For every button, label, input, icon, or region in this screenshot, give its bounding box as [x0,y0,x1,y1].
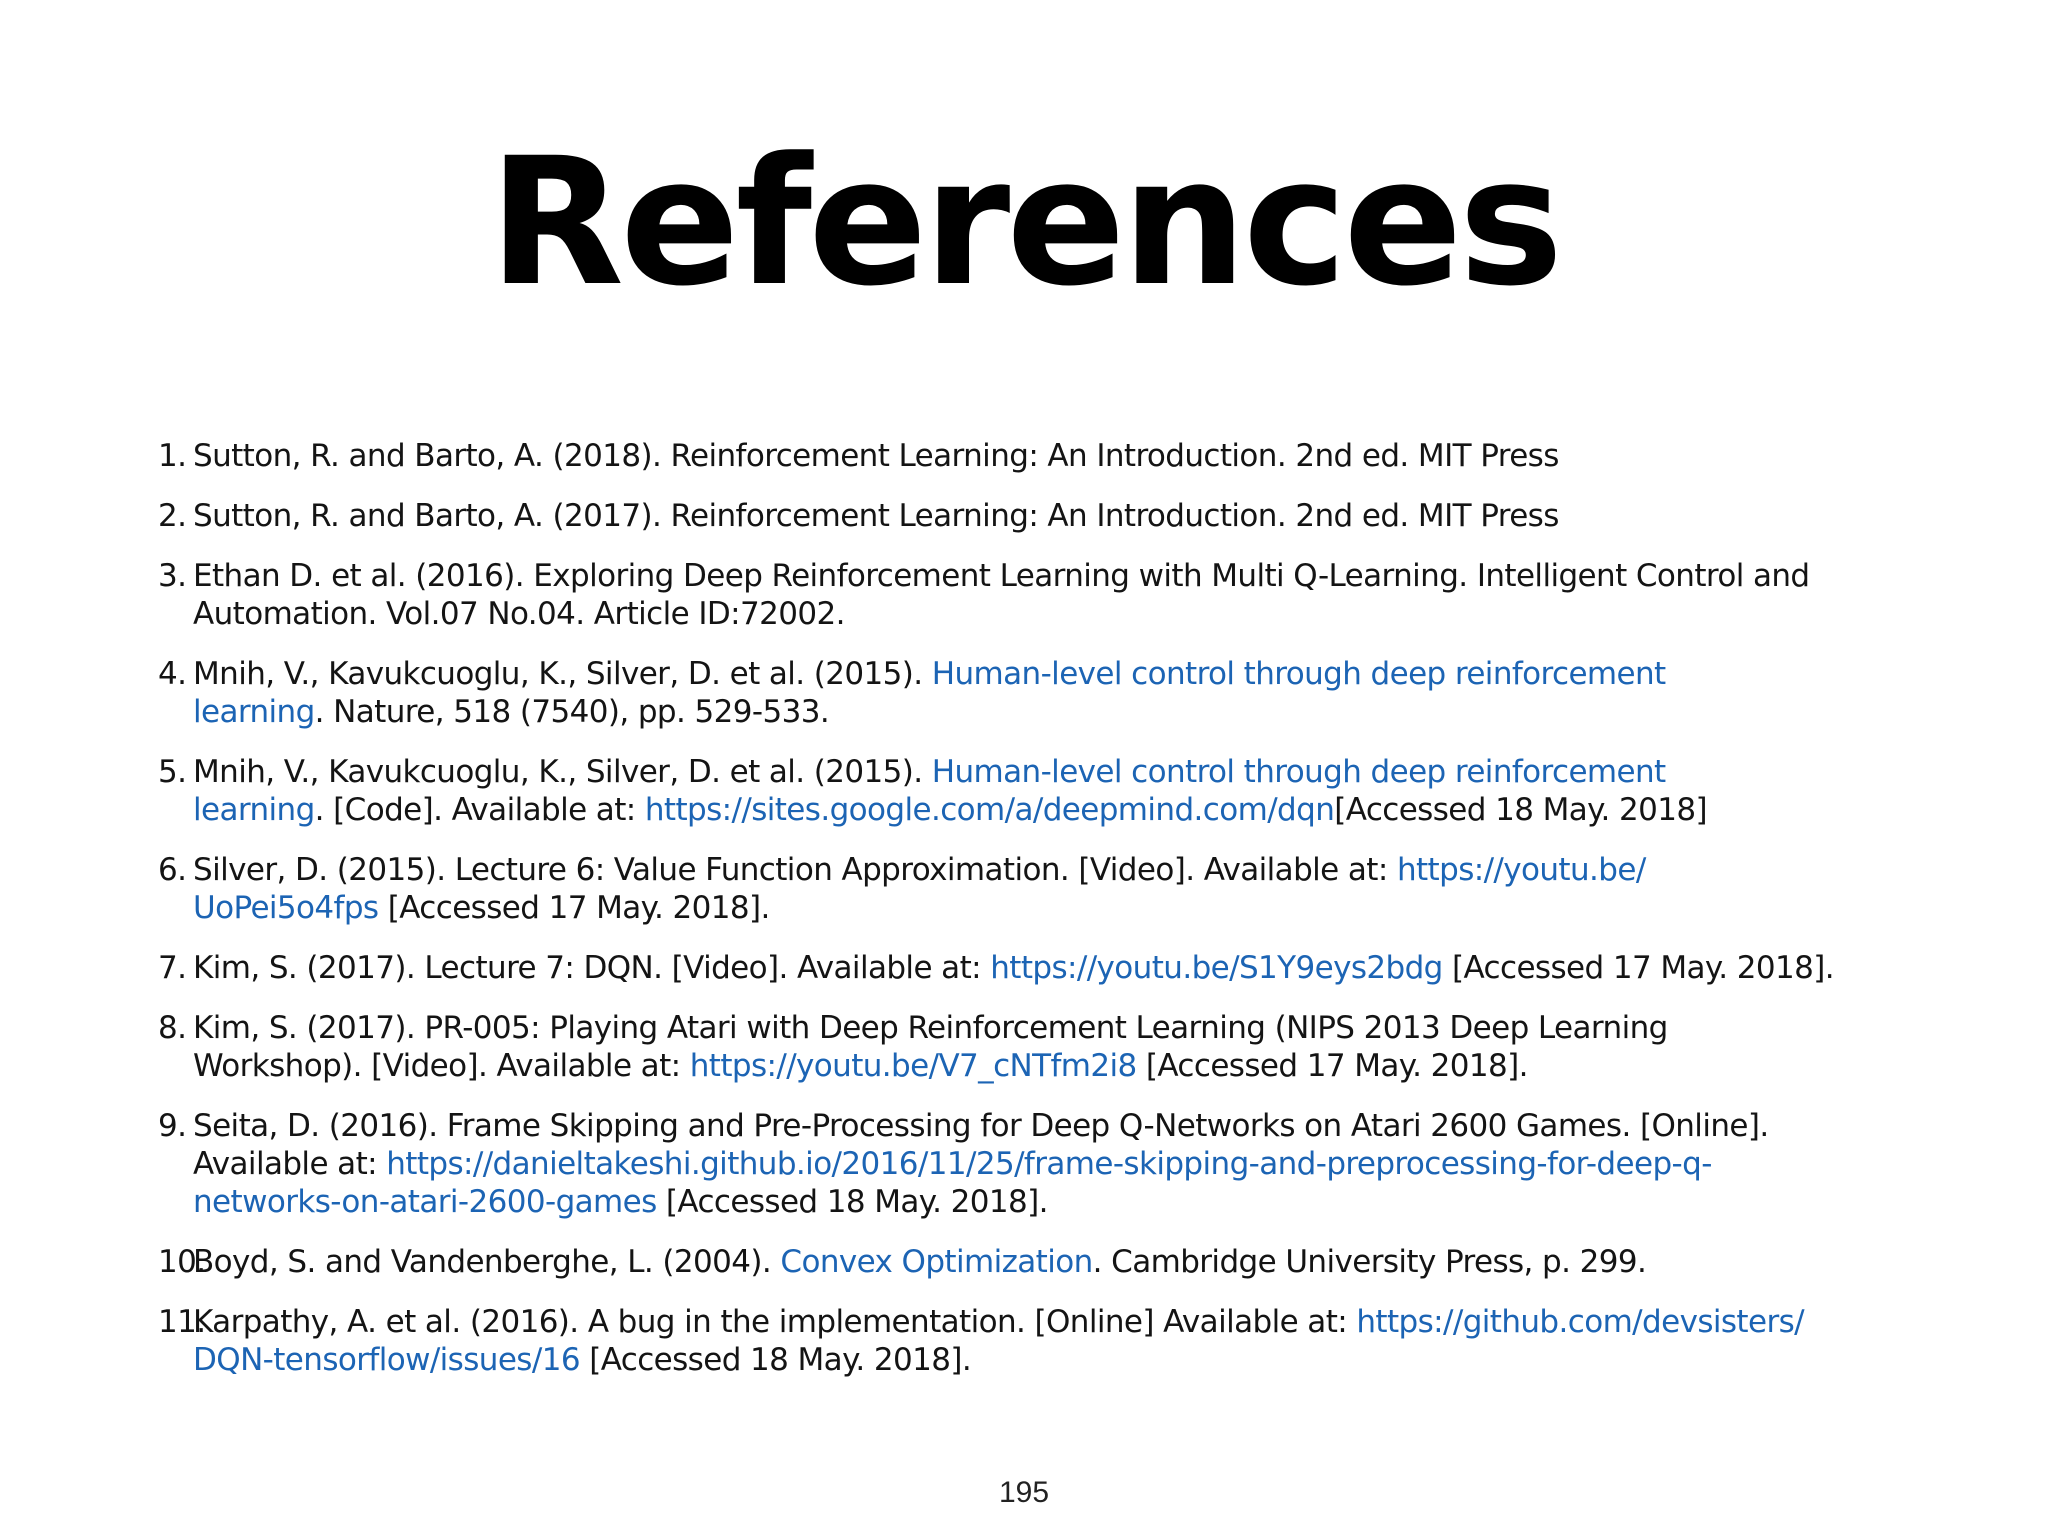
reference-number: 11. [158,1304,206,1340]
reference-link[interactable]: learning [193,694,315,730]
reference-number: 5. [158,754,187,790]
reference-link[interactable]: https://youtu.be/ [1396,852,1646,888]
reference-line [193,1145,1918,1183]
reference-text: [Accessed 18 May. 2018] [1334,792,1707,828]
reference-line [193,889,1918,927]
reference-text: Kim, S. (2017). Lecture 7: DQN. [Video]. Available at: [193,950,991,986]
reference-line [193,693,1918,731]
reference-line [193,753,1918,791]
reference-item [158,1009,1918,1085]
reference-list [158,437,1918,1401]
reference-line [193,1009,1918,1047]
reference-link[interactable]: DQN-tensorflow/issues/16 [193,1342,580,1378]
reference-line [193,1047,1918,1085]
reference-number: 8. [158,1010,187,1046]
reference-text: [Accessed 17 May. 2018]. [378,890,770,926]
reference-line [193,497,1918,535]
reference-line [193,1303,1918,1341]
reference-item [158,497,1918,535]
reference-line [193,851,1918,889]
reference-link[interactable]: https://danieltakeshi.github.io/2016/11/25/frame-skipping-and-preprocessing-for-deep-q- [386,1146,1712,1182]
reference-line [193,557,1918,595]
reference-number: 2. [158,498,187,534]
reference-item [158,851,1918,927]
reference-number: 3. [158,558,187,594]
reference-line [193,791,1918,829]
reference-line [193,1107,1918,1145]
reference-line [193,1341,1918,1379]
reference-link[interactable]: learning [193,792,315,828]
reference-link[interactable]: https://sites.google.com/a/deepmind.com/dqn [644,792,1335,828]
reference-line [193,1183,1918,1221]
reference-link[interactable]: Human-level control through deep reinforcement [931,656,1666,692]
reference-link[interactable]: https://youtu.be/V7_cNTfm2i8 [689,1048,1137,1084]
reference-text: Sutton, R. and Barto, A. (2018). Reinforcement Learning: An Introduction. 2nd ed. MIT Press [193,438,1559,474]
reference-link[interactable]: networks-on-atari-2600-games [193,1184,657,1220]
reference-text: Mnih, V., Kavukcuoglu, K., Silver, D. et al. (2015). [193,656,932,692]
reference-text: Kim, S. (2017). PR-005: Playing Atari with Deep Reinforcement Learning (NIPS 2013 Deep Learning [193,1010,1668,1046]
reference-text: Mnih, V., Kavukcuoglu, K., Silver, D. et al. (2015). [193,754,932,790]
reference-text: [Accessed 18 May. 2018]. [656,1184,1048,1220]
reference-number: 4. [158,656,187,692]
reference-text: Automation. Vol.07 No.04. Article ID:72002. [193,596,845,632]
reference-item [158,655,1918,731]
slide-title: References [488,120,1560,325]
reference-number: 7. [158,950,187,986]
reference-link[interactable]: Convex Optimization [780,1244,1093,1280]
reference-text: . Cambridge University Press, p. 299. [1092,1244,1647,1280]
reference-number: 6. [158,852,187,888]
page-number: 195 [998,1476,1050,1509]
reference-text: [Accessed 18 May. 2018]. [579,1342,972,1378]
reference-text: . [Code]. Available at: [314,792,645,828]
reference-text: Silver, D. (2015). Lecture 6: Value Function Approximation. [Video]. Available at: [193,852,1397,888]
reference-line [193,655,1918,693]
reference-text: Karpathy, A. et al. (2016). A bug in the implementation. [Online] Available at: [193,1304,1357,1340]
reference-item [158,437,1918,475]
reference-number: 1. [158,438,187,474]
reference-item [158,1243,1918,1281]
reference-text: . Nature, 518 (7540), pp. 529-533. [314,694,830,730]
reference-text: Available at: [193,1146,387,1182]
reference-item [158,1303,1918,1379]
reference-text: Boyd, S. and Vandenberghe, L. (2004). [193,1244,781,1280]
reference-item [158,753,1918,829]
reference-text: Sutton, R. and Barto, A. (2017). Reinforcement Learning: An Introduction. 2nd ed. MIT Press [193,498,1559,534]
reference-item [158,1107,1918,1221]
reference-link[interactable]: Human-level control through deep reinforcement [931,754,1666,790]
reference-number: 10. [158,1244,206,1280]
reference-line [193,1243,1918,1281]
reference-text: Seita, D. (2016). Frame Skipping and Pre-Processing for Deep Q-Networks on Atari 2600 Games. [Online]. [193,1108,1769,1144]
reference-number: 9. [158,1108,187,1144]
reference-text: [Accessed 17 May. 2018]. [1136,1048,1528,1084]
reference-item [158,949,1918,987]
reference-item [158,557,1918,633]
reference-link[interactable]: https://github.com/devsisters/ [1356,1304,1804,1340]
reference-text: Workshop). [Video]. Available at: [193,1048,690,1084]
reference-line [193,949,1918,987]
reference-text: [Accessed 17 May. 2018]. [1442,950,1834,986]
reference-link[interactable]: UoPei5o4fps [193,890,379,926]
reference-line [193,437,1918,475]
reference-text: Ethan D. et al. (2016). Exploring Deep Reinforcement Learning with Multi Q-Learning. Intelligent Control and [193,558,1810,594]
reference-line [193,595,1918,633]
reference-link[interactable]: https://youtu.be/S1Y9eys2bdg [990,950,1443,986]
